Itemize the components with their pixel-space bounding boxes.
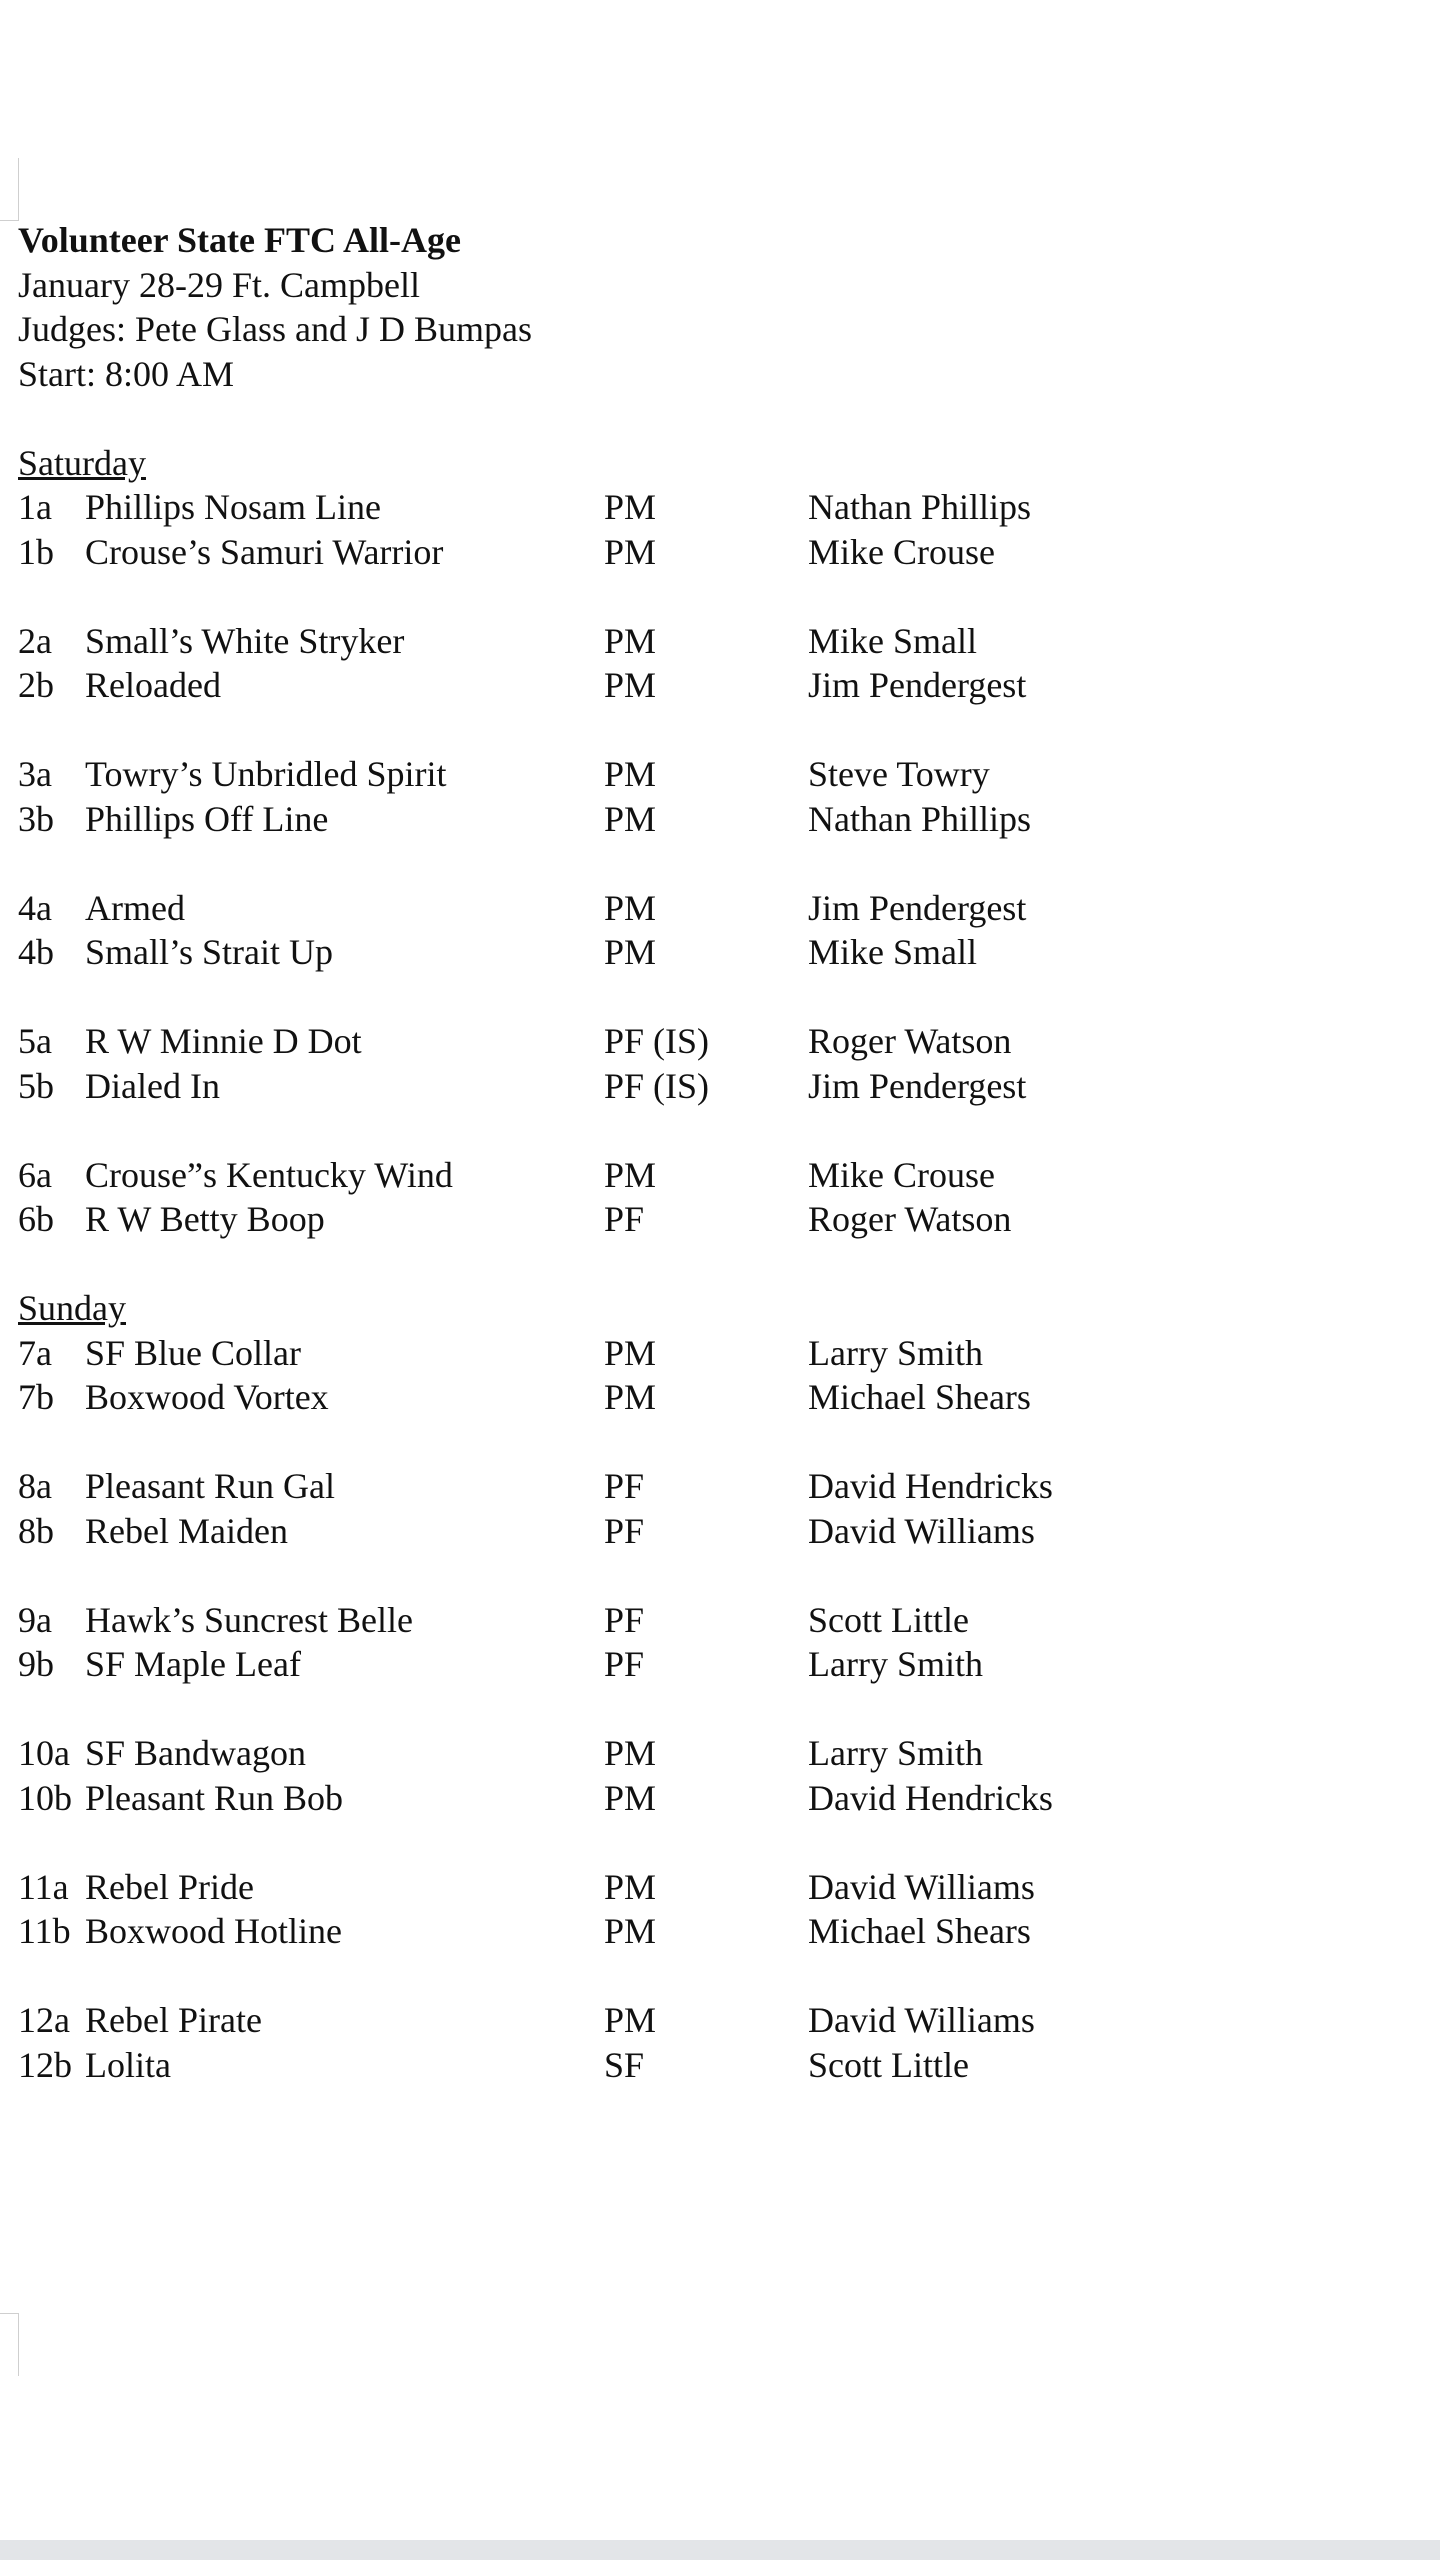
brace-entry bbox=[18, 1776, 1318, 1821]
dog-name: SF Bandwagon bbox=[85, 1733, 307, 1773]
dog-name: Hawk’s Suncrest Belle bbox=[85, 1599, 413, 1640]
event-start-time: Start: 8:00 AM bbox=[18, 353, 235, 394]
blank-line bbox=[18, 1108, 1318, 1153]
brace-entry bbox=[18, 1598, 1318, 1643]
dog-name: Crouse’s Samuri Warrior bbox=[85, 531, 444, 572]
blank-line bbox=[18, 708, 1318, 753]
handler-name: Larry Smith bbox=[808, 1332, 983, 1373]
handler-name: David Williams bbox=[808, 1866, 1035, 1907]
brace-entry bbox=[18, 1331, 1318, 1376]
brace-number: 11b bbox=[18, 1911, 71, 1951]
dog-name: SF Maple Leaf bbox=[85, 1644, 301, 1684]
dog-sex: PM bbox=[604, 620, 657, 661]
dog-sex: PF bbox=[604, 1510, 645, 1551]
brace-number: 3a bbox=[18, 754, 52, 794]
dog-sex: PF bbox=[604, 1599, 645, 1640]
brace-number: 6a bbox=[18, 1154, 52, 1195]
dog-sex: PF (IS) bbox=[604, 1065, 710, 1106]
handler-name: Jim Pendergest bbox=[808, 887, 1027, 928]
blank-line bbox=[18, 1553, 1318, 1598]
blank-line bbox=[18, 1687, 1318, 1732]
brace-number: 2b bbox=[18, 665, 54, 705]
blank-line bbox=[18, 396, 1318, 441]
brace-entry bbox=[18, 1998, 1318, 2043]
dog-sex: PM bbox=[604, 1911, 657, 1951]
brace-number: 9b bbox=[18, 1644, 54, 1684]
dog-sex: PM bbox=[604, 1332, 657, 1373]
dog-sex: PF bbox=[604, 1199, 645, 1239]
handler-name: Scott Little bbox=[808, 1599, 969, 1640]
dog-sex: PF bbox=[604, 1466, 645, 1506]
brace-entry bbox=[18, 886, 1318, 931]
brace-number: 8a bbox=[18, 1466, 52, 1506]
viewer-bottom-bar bbox=[0, 2540, 1440, 2560]
handler-name: Mike Crouse bbox=[808, 1154, 995, 1195]
brace-number: 7b bbox=[18, 1377, 54, 1417]
handler-name: Steve Towry bbox=[808, 754, 990, 794]
day-heading: Saturday bbox=[18, 442, 146, 483]
dog-name: Pleasant Run Gal bbox=[85, 1466, 335, 1506]
dog-name: Rebel Pride bbox=[85, 1866, 254, 1907]
handler-name: David Hendricks bbox=[808, 1777, 1053, 1818]
brace-number: 10a bbox=[18, 1733, 70, 1773]
brace-number: 11a bbox=[18, 1866, 69, 1907]
dog-name: Small’s Strait Up bbox=[85, 932, 334, 972]
brace-number: 4a bbox=[18, 887, 52, 928]
dog-sex: PM bbox=[604, 665, 657, 705]
brace-number: 1b bbox=[18, 531, 54, 572]
brace-entry bbox=[18, 797, 1318, 842]
dog-sex: PM bbox=[604, 798, 657, 839]
dog-sex: PM bbox=[604, 1866, 657, 1907]
brace-entry bbox=[18, 530, 1318, 575]
brace-entry bbox=[18, 1509, 1318, 1554]
brace-entry bbox=[18, 1064, 1318, 1109]
dog-sex: PF bbox=[604, 1644, 645, 1684]
blank-line bbox=[18, 1420, 1318, 1465]
handler-name: Mike Small bbox=[808, 620, 977, 661]
dog-name: Dialed In bbox=[85, 1065, 220, 1106]
dog-sex: PM bbox=[604, 932, 657, 972]
handler-name: Michael Shears bbox=[808, 1377, 1031, 1417]
event-dates-location: January 28-29 Ft. Campbell bbox=[18, 264, 420, 305]
brace-entry bbox=[18, 930, 1318, 975]
brace-number: 12a bbox=[18, 2000, 70, 2040]
dog-name: Boxwood Vortex bbox=[85, 1377, 329, 1417]
page-corner-mark-bottom bbox=[0, 2313, 19, 2376]
brace-number: 9a bbox=[18, 1599, 52, 1640]
brace-number: 2a bbox=[18, 620, 52, 661]
dog-name: Small’s White Stryker bbox=[85, 620, 405, 661]
handler-name: Larry Smith bbox=[808, 1644, 983, 1684]
blank-line bbox=[18, 1820, 1318, 1865]
dog-name: Crouse”s Kentucky Wind bbox=[85, 1154, 453, 1195]
dog-sex: PM bbox=[604, 1377, 657, 1417]
blank-line bbox=[18, 1242, 1318, 1287]
dog-name: Boxwood Hotline bbox=[85, 1911, 342, 1951]
handler-name: Nathan Phillips bbox=[808, 798, 1031, 839]
dog-name: Towry’s Unbridled Spirit bbox=[85, 754, 447, 794]
handler-name: Jim Pendergest bbox=[808, 1065, 1027, 1106]
blank-line bbox=[18, 975, 1318, 1020]
blank-line bbox=[18, 1954, 1318, 1999]
brace-entry bbox=[18, 2043, 1318, 2088]
dog-sex: PM bbox=[604, 1777, 657, 1818]
dog-name: Armed bbox=[85, 887, 185, 928]
dog-name: Rebel Maiden bbox=[85, 1510, 288, 1551]
brace-number: 7a bbox=[18, 1332, 52, 1373]
brace-entry bbox=[18, 1153, 1318, 1198]
handler-name: David Williams bbox=[808, 2000, 1035, 2040]
brace-number: 12b bbox=[18, 2044, 72, 2085]
brace-entry bbox=[18, 485, 1318, 530]
blank-line bbox=[18, 574, 1318, 619]
dog-sex: SF bbox=[604, 2044, 645, 2085]
event-judges: Judges: Pete Glass and J D Bumpas bbox=[18, 309, 532, 349]
handler-name: Nathan Phillips bbox=[808, 487, 1031, 527]
page-corner-mark-top bbox=[0, 158, 19, 221]
handler-name: Jim Pendergest bbox=[808, 665, 1027, 705]
day-heading: Sunday bbox=[18, 1288, 126, 1328]
handler-name: David Williams bbox=[808, 1510, 1035, 1551]
brace-number: 4b bbox=[18, 932, 54, 972]
brace-number: 6b bbox=[18, 1199, 54, 1239]
brace-entry bbox=[18, 1375, 1318, 1420]
brace-entry bbox=[18, 1197, 1318, 1242]
brace-entry bbox=[18, 752, 1318, 797]
brace-number: 3b bbox=[18, 798, 54, 839]
handler-name: Michael Shears bbox=[808, 1911, 1031, 1951]
brace-entry bbox=[18, 1909, 1318, 1954]
handler-name: Roger Watson bbox=[808, 1199, 1012, 1239]
dog-sex: PF (IS) bbox=[604, 1021, 710, 1061]
brace-entry bbox=[18, 1019, 1318, 1064]
handler-name: Mike Small bbox=[808, 932, 977, 972]
dog-sex: PM bbox=[604, 2000, 657, 2040]
brace-number: 1a bbox=[18, 487, 52, 527]
blank-line bbox=[18, 841, 1318, 886]
brace-number: 5b bbox=[18, 1065, 54, 1106]
brace-number: 10b bbox=[18, 1777, 72, 1818]
handler-name: Larry Smith bbox=[808, 1733, 983, 1773]
brace-entry bbox=[18, 1731, 1318, 1776]
brace-entry bbox=[18, 1464, 1318, 1509]
dog-name: R W Minnie D Dot bbox=[85, 1021, 362, 1061]
dog-sex: PM bbox=[604, 531, 657, 572]
dog-name: SF Blue Collar bbox=[85, 1332, 302, 1373]
dog-sex: PM bbox=[604, 487, 657, 527]
brace-entry bbox=[18, 619, 1318, 664]
document-body bbox=[18, 218, 1318, 2132]
brace-entry bbox=[18, 663, 1318, 708]
dog-name: R W Betty Boop bbox=[85, 1199, 325, 1239]
running-order bbox=[18, 441, 1318, 2132]
blank-line bbox=[18, 2087, 1318, 2132]
dog-name: Reloaded bbox=[85, 665, 221, 705]
dog-sex: PM bbox=[604, 887, 657, 928]
brace-entry bbox=[18, 1642, 1318, 1687]
dog-sex: PM bbox=[604, 1733, 657, 1773]
dog-name: Rebel Pirate bbox=[85, 2000, 262, 2040]
dog-name: Lolita bbox=[85, 2044, 171, 2085]
dog-sex: PM bbox=[604, 754, 657, 794]
handler-name: David Hendricks bbox=[808, 1466, 1053, 1506]
brace-entry bbox=[18, 1865, 1318, 1910]
brace-number: 5a bbox=[18, 1021, 52, 1061]
brace-number: 8b bbox=[18, 1510, 54, 1551]
dog-sex: PM bbox=[604, 1154, 657, 1195]
document-title: Volunteer State FTC All-Age bbox=[18, 220, 461, 260]
dog-name: Pleasant Run Bob bbox=[85, 1777, 343, 1818]
handler-name: Scott Little bbox=[808, 2044, 969, 2085]
handler-name: Mike Crouse bbox=[808, 531, 995, 572]
handler-name: Roger Watson bbox=[808, 1021, 1012, 1061]
dog-name: Phillips Nosam Line bbox=[85, 487, 381, 527]
dog-name: Phillips Off Line bbox=[85, 798, 329, 839]
